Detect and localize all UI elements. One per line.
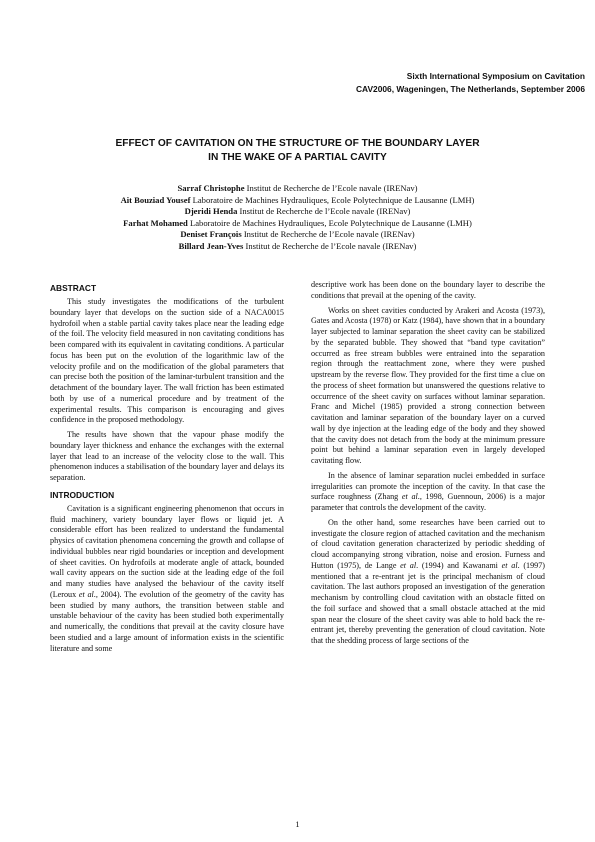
text-run-italic: et al	[501, 560, 518, 570]
conference-header	[356, 70, 585, 95]
author-name: Billard Jean-Yves	[178, 240, 244, 251]
text-run: In the absence of laminar separation nuclei embedded in surface irregularities can promote the inception of the cavity. In that case the surface roughness (Zhang	[311, 470, 545, 502]
conference-name: Sixth International Symposium on Cavitation	[406, 71, 585, 81]
abstract-paragraph: The results have shown that the vapour phase modify the boundary layer thickness and enhance the exchanges with the external layer that lead to an increase of the velocity close to the wall. This phenomenon induces a stabilisation of the boundary layer and delays its separation.	[50, 430, 284, 482]
author-list	[30, 183, 565, 253]
text-run: ., 1998, Guennoun, 2006) is a major parameter that controls the development of the cavity.	[311, 492, 545, 512]
author-entry	[30, 229, 565, 241]
introduction-paragraph	[50, 504, 284, 655]
introduction-paragraph: Works on sheet cavities conducted by Arakeri and Acosta (1973), Gates and Acosta (1978) or Katz (1984), have shown that in a boundary layer subjected to laminar separation the sheet cavity can be stabilized by the separated bubble. They showed that “band type cavitation” occurred as free stream bubbles were entrained into the separation region through the reattachment zone, where they were pushed upstream by the reverse flow. They provided for the first time a clue on the process of sheet formation but unanswered the questions relative to occurrence of the sheet cavity on surfaces without laminar separation. Franc and Michel (1985) provided a strong connection between cavitation and laminar separation of the boundary layer on a curved wall by dye injection at the leading edge of the body and they showed that the cavity does not detach from the body at the minimum pressure point but behind a laminar separation even in largely developed cavitating flow.	[311, 305, 545, 465]
author-entry	[30, 206, 565, 218]
text-run: Cavitation is a significant engineering phenomenon that occurs in fluid machinery, variety boundary layer flows or liquid jet. A considerable effort has been realized to understand the fundamental physics of cavitation phenomena concerning the growth and collapse of individual bubbles near rigid boundaries or inception and development of sheet cavities. On hydrofoils at moderate angle of attack, bounded wall cavity appears on the suction side at the leading edge of the foil and many studies have analysed the behaviour of the cavity itself (Leroux	[50, 503, 284, 599]
author-name: Ait Bouziad Yousef	[120, 194, 191, 205]
author-entry	[30, 218, 565, 230]
text-run: ., 2004). The evolution of the geometry of the cavity has been studied by many authors, the transition between stable and unstable behaviour of the cavity has been studied both experimentally and numerically, the conditions that prevail at the cavity closure have been studied and a large amount of information exists in the scientific literature and some	[50, 589, 284, 653]
abstract-heading: ABSTRACT	[50, 283, 97, 293]
abstract-paragraph: This study investigates the modifications of the turbulent boundary layer that develops on the suction side of a NACA0015 hydrofoil when a stable partial cavity takes place near the leading edge of the foil. The velocity field measured in non cavitating conditions has been compared with its equivalent in cavitating conditions. A particular focus has been put on the evolution of the logarithmic law of the velocity profile and on the modification of the global parameters that can precise both the position of the laminar-turbulent transition and the detachment of the boundary layer. The wall friction has been estimated both by use of a numerical procedure and by treatment of the experimental results. This comparison is encouraging and gives confidence in the proposed methodology.	[50, 297, 284, 425]
title-line-1: EFFECT OF CAVITATION ON THE STRUCTURE OF THE BOUNDARY LAYER	[115, 138, 480, 149]
author-name: Farhat Mohamed	[123, 217, 188, 228]
text-run-italic: et al	[400, 560, 417, 570]
author-affiliation: Institut de Recherche de l’Ecole navale (IRENav)	[244, 183, 418, 193]
left-column	[50, 283, 284, 658]
text-run-italic: et al	[401, 492, 418, 502]
page-number: 1	[295, 820, 300, 829]
conference-details: CAV2006, Wageningen, The Netherlands, September 2006	[356, 83, 585, 94]
text-run: . (1994) and Kawanami	[416, 560, 502, 570]
right-column	[311, 280, 545, 651]
author-name: Deniset François	[180, 229, 242, 240]
author-entry	[30, 195, 565, 207]
author-affiliation: Institut de Recherche de l’Ecole navale (IRENav)	[237, 206, 411, 217]
text-run: On the other hand, some researches have been carried out to investigate the closure region of attached cavitation and the mechanism of cloud cavitation generation characterized by periodic shedding of cloud accompanying strong vibration, noise and erosion. Furness and Hutton (1975), de Lange	[311, 517, 545, 570]
text-run-italic: et al	[78, 589, 94, 599]
introduction-paragraph	[311, 471, 545, 514]
author-entry	[30, 183, 565, 195]
introduction-paragraph	[311, 518, 545, 647]
paper-title	[40, 137, 555, 164]
text-run: . (1997) mentioned that a re-entrant jet is the principal mechanism of cloud cavitation. The last authors proposed an investigation of the generation mechanism by controlling cloud cavitation with an obstacle fitted on the foil surface and showed that a small obstacle attached at the mid span near the closure of the sheet cavity was able to hold back the re-entrant jet, thereby preventing the generation of cloud cavitation. Note that the shedding process of large sections of the	[311, 560, 546, 645]
author-entry	[30, 241, 565, 253]
author-affiliation: Institut de Recherche de l’Ecole navale (IRENav)	[243, 240, 417, 251]
author-affiliation: Laboratoire de Machines Hydrauliques, Ecole Polytechnique de Lausanne (LMH)	[187, 217, 472, 228]
title-line-2: IN THE WAKE OF A PARTIAL CAVITY	[208, 151, 387, 163]
author-name: Djeridi Henda	[184, 206, 238, 217]
introduction-heading: INTRODUCTION	[50, 489, 115, 500]
author-affiliation: Institut de Recherche de l’Ecole navale (IRENav)	[241, 229, 415, 240]
introduction-paragraph-continued: descriptive work has been done on the boundary layer to describe the conditions that prevail at the opening of the cavity.	[311, 280, 545, 300]
author-affiliation: Laboratoire de Machines Hydrauliques, Ecole Polytechnique de Lausanne (LMH)	[190, 194, 475, 205]
author-name: Sarraf Christophe	[177, 183, 245, 193]
